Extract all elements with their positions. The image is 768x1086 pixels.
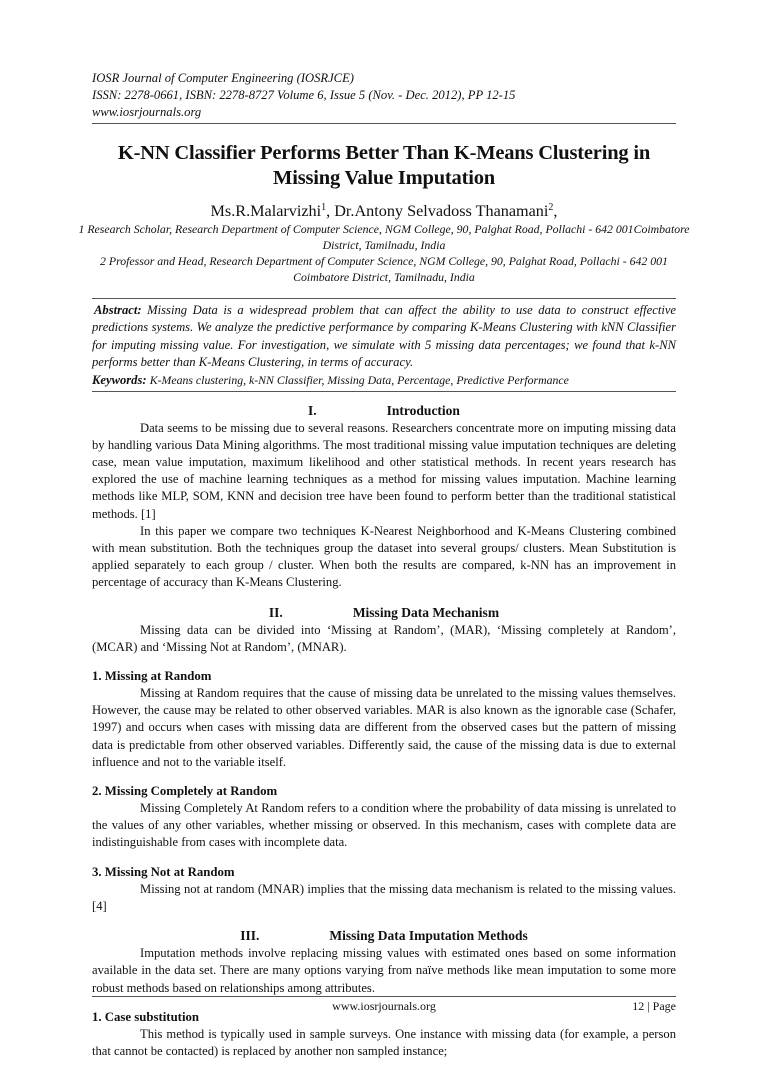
subsection-2-3-text: Missing not at random (MNAR) implies that the missing data mechanism is related to the missing values.[4] bbox=[92, 881, 676, 913]
section-2-title: Missing Data Mechanism bbox=[352, 604, 500, 620]
keywords-divider bbox=[92, 391, 676, 392]
author-1-sup: 1 bbox=[321, 202, 327, 213]
keywords-label: Keywords: bbox=[92, 372, 147, 387]
subsection-2-2-text: Missing Completely At Random refers to a condition where the probability of data missing is unrelated to the values of any other variables, whether missing or observed. In this mechanism, cases with complete data are indistinguishable from cases with incomplete data. bbox=[92, 801, 676, 850]
affiliation-1: 1 Research Scholar, Research Department of Computer Science, NGM College, 90, Palghat Road, Pollachi - 642 001Coimbatore District, Tamilnadu, India bbox=[78, 222, 690, 252]
footer-site[interactable]: www.iosrjournals.org bbox=[332, 999, 436, 1013]
author-line bbox=[92, 198, 676, 221]
abstract-text: Missing Data is a widespread problem that can affect the ability to use data to construct effective predictions systems. We analyze the predictive performance by comparing K-Means Clustering with kNN Classifier for imputing missing value. For investigation, we simulate with 5 missing data percentages; we found that k-NN performs better than K-Means Clustering, in terms of accuracy. bbox=[92, 303, 676, 370]
section-1-number: I. bbox=[308, 402, 317, 418]
keywords bbox=[92, 372, 676, 389]
subsection-2-1-text: Missing at Random requires that the cause of missing data be unrelated to the missing values themselves. However, the cause may be related to other observed variables. MAR is also known as the ignorable case (Schafer, 1997) and occurs when cases with missing data are different from the observed cases but the pattern of missing data is predictable from other observed variables. Differently said, the cause of the missing data is due to external influence and not to the variable itself. bbox=[92, 686, 676, 769]
author-separator: , bbox=[326, 202, 335, 220]
journal-url[interactable]: www.iosrjournals.org bbox=[92, 105, 202, 119]
page-footer bbox=[92, 996, 676, 1015]
section-1-paragraph-2: In this paper we compare two techniques K-Nearest Neighborhood and K-Means Clustering combined with mean substitution. Both the techniques group the dataset into several groups/ clusters. Mean Substitution is applied separately to each group / cluster. When both the results are compared, k-NN has an improvement in percentage of accuracy than K-Means Clustering. bbox=[92, 523, 676, 590]
affiliation-2: 2 Professor and Head, Research Department of Computer Science, NGM College, 90, Palghat Road, Pollachi - 642 001 Coimbatore District, Tamilnadu, India bbox=[100, 254, 668, 284]
section-2-number: II. bbox=[268, 604, 283, 620]
paper-title: K-NN Classifier Performs Better Than K-Means Clustering in Missing Value Imputation bbox=[117, 142, 651, 189]
journal-issn: ISSN: 2278-0661, ISBN: 2278-8727 Volume 6, Issue 5 (Nov. - Dec. 2012), PP 12-15 bbox=[92, 88, 516, 102]
section-1-paragraph-1: Data seems to be missing due to several reasons. Researchers concentrate more on imputing missing data by handling various Data Mining algorithms. The most traditional missing value imputation techniques are deleting case, mean value imputation, maximum likelihood and other statistical methods. In recent years research has explored the use of machine learning techniques as a method for missing values imputation. Machine learning methods like MLP, SOM, KNN and decision tree have been found to perform better than the traditional statistical methods. [1] bbox=[92, 420, 676, 521]
subsection-2-3-heading: 3. Missing Not at Random bbox=[92, 864, 235, 879]
subsection-3-1-heading: 1. Case substitution bbox=[92, 1009, 200, 1024]
journal-name: IOSR Journal of Computer Engineering (IOSRJCE) bbox=[92, 71, 354, 85]
author-1: Ms.R.Malarvizhi bbox=[210, 202, 322, 220]
abstract-label: Abstract: bbox=[94, 303, 142, 317]
section-1-title: Introduction bbox=[386, 402, 460, 418]
abstract bbox=[92, 302, 676, 372]
subsection-2-2-heading: 2. Missing Completely at Random bbox=[92, 784, 278, 799]
keywords-text: K-Means clustering, k-NN Classifier, Missing Data, Percentage, Predictive Performance bbox=[149, 372, 569, 387]
footer-page-number: 12 | Page bbox=[632, 999, 676, 1013]
author-trail: , bbox=[553, 202, 558, 220]
section-3-paragraph-1: Imputation methods involve replacing missing values with estimated ones based on some information available in the data set. There are many options varying from naïve methods like mean imputation to some more robust methods based on relationships among attributes. bbox=[92, 946, 676, 995]
section-2-heading bbox=[92, 604, 676, 622]
header-divider bbox=[92, 123, 676, 124]
section-2-paragraph-1: Missing data can be divided into ‘Missing at Random’, (MAR), ‘Missing completely at Random’, (MCAR) and ‘Missing Not at Random’, (MNAR). bbox=[92, 622, 676, 654]
author-2-sup: 2 bbox=[548, 202, 554, 213]
page-body bbox=[78, 70, 690, 1060]
section-3-number: III. bbox=[240, 928, 260, 944]
journal-header bbox=[92, 70, 676, 121]
section-1-heading bbox=[92, 402, 676, 420]
section-3-heading bbox=[92, 927, 676, 945]
abstract-block bbox=[92, 298, 676, 392]
subsection-3-1-text: This method is typically used in sample surveys. One instance with missing data (for example, a person that cannot be contacted) is replaced by another non sampled instance; bbox=[92, 1026, 676, 1058]
subsection-2-1-heading: 1. Missing at Random bbox=[92, 669, 212, 684]
author-2: Dr.Antony Selvadoss Thanamani bbox=[334, 202, 549, 220]
section-3-title: Missing Data Imputation Methods bbox=[329, 928, 528, 944]
